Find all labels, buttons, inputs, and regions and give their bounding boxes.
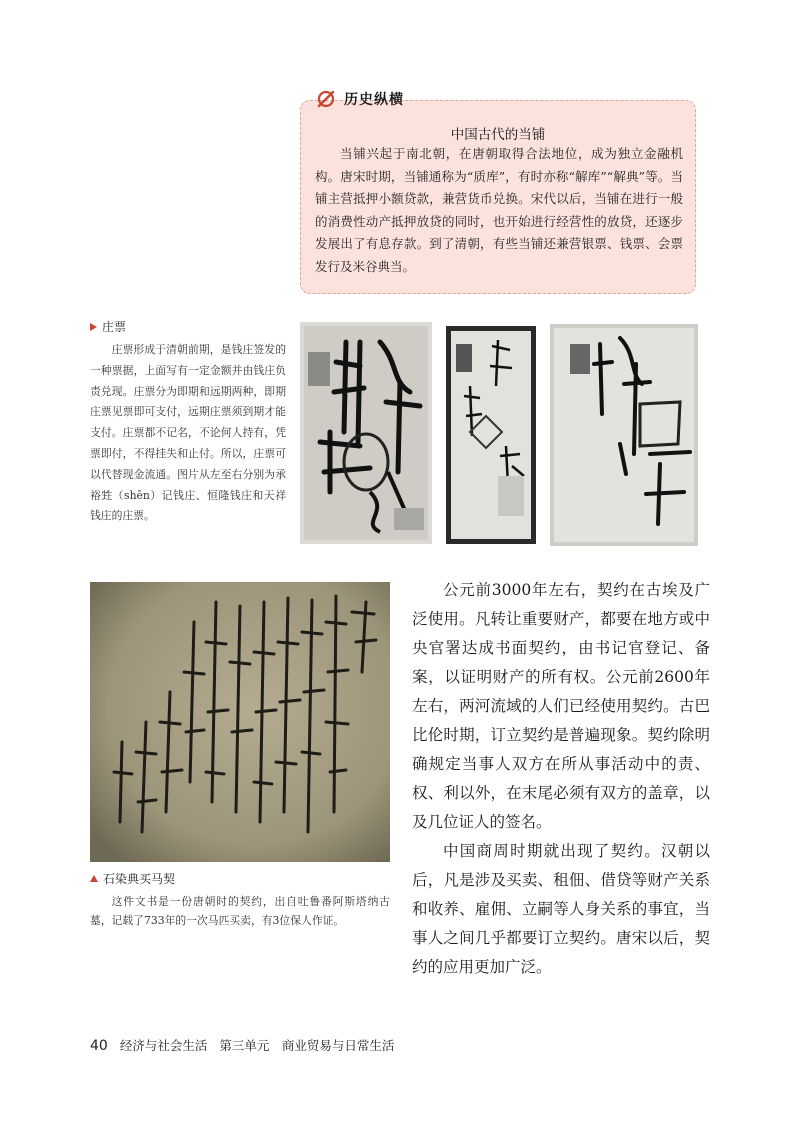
sidebar-header-label: 历史纵横	[344, 92, 404, 108]
unit-title: 第三单元 商业贸易与日常生活	[219, 1038, 395, 1053]
caption-head	[90, 870, 390, 887]
caption-title: 庄票	[102, 320, 127, 334]
paragraph: 中国商周时期就出现了契约。汉朝以后，凡是涉及买卖、租佃、借贷等财产关系和收养、雇佣、立嗣等人身关系的事宜，当事人之间几乎都要订立契约。唐宋以后，契约的应用更加广泛。	[412, 842, 710, 976]
history-logo-icon	[316, 89, 336, 109]
sidebar-header	[316, 88, 404, 110]
contract-caption	[90, 870, 390, 930]
contract-image	[90, 582, 390, 862]
triangle-marker-icon	[90, 875, 98, 882]
paragraph: 公元前3000年左右，契约在古埃及广泛使用。凡转让重要财产，都要在地方或中央官署达成书面契约，由书记官登记、备案，以证明财产的所有权。公元前2600年左右，两河流域的人们已经使用契约。古巴比伦时期，订立契约是普遍现象。契约除明确规定当事人双方在所从事活动中的责、权、利以外，在末尾必须有双方的盖章，以及几位证人的签名。	[412, 581, 710, 831]
zhuangpiao-image-1	[300, 322, 432, 544]
zhuangpiao-image-2	[446, 326, 536, 544]
sidebar-body: 当铺兴起于南北朝，在唐朝取得合法地位，成为独立金融机构。唐宋时期，当铺通称为“质库”，有时亦称“解库”“解典”等。当铺主营抵押小额贷款，兼营货币兑换。宋代以后，当铺在进行一般的消费性动产抵押放贷的同时，也开始进行经营性的放贷，还逐步发展出了有息存款。到了清朝，有些当铺还兼营银票、钱票、会票发行及米谷典当。	[315, 146, 683, 274]
page-footer	[90, 1036, 394, 1054]
book-title: 经济与社会生活	[119, 1038, 208, 1053]
caption-text: 这件文书是一份唐朝时的契约，出自吐鲁番阿斯塔纳古墓，记载了733年的一次马匹买卖，有3位保人作证。	[90, 895, 390, 927]
caption-title: 石染典买马契	[103, 872, 176, 886]
triangle-marker-icon	[90, 323, 97, 331]
zhuangpiao-image-3	[550, 324, 698, 546]
caption-text: 庄票形成于清朝前期，是钱庄签发的一种票据，上面写有一定金额并由钱庄负责兑现。庄票分为即期和远期两种，即期庄票见票即可支付，远期庄票须到期才能支付。庄票都不记名，不论何人持有，凭票即付，不得挂失和止付。所以，庄票可以代替现金流通。图片从左至右分别为承裕甡（shēn）记钱庄、恒隆钱庄和天祥钱庄的庄票。	[90, 343, 286, 523]
caption-head	[90, 318, 286, 335]
zhuangpiao-caption	[90, 318, 286, 527]
main-body-text	[412, 576, 710, 982]
history-sidebar-box	[300, 100, 696, 294]
sidebar-title: 中国古代的当铺	[450, 127, 546, 143]
page-number: 40	[90, 1038, 108, 1054]
